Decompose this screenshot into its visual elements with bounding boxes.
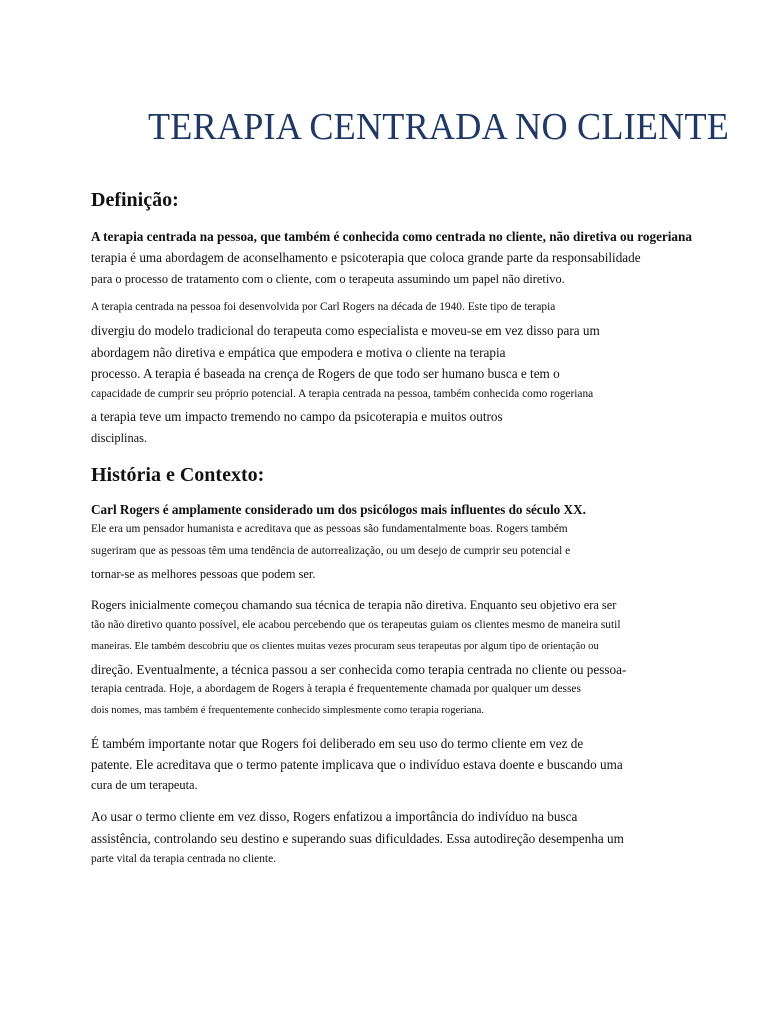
- paragraph-line: patente. Ele acreditava que o termo patente implicava que o indivíduo estava doente e buscando uma: [91, 757, 623, 772]
- paragraph-line: terapia centrada. Hoje, a abordagem de Rogers à terapia é frequentemente chamada por qualquer um desses: [91, 683, 581, 695]
- paragraph-line: direção. Eventualmente, a técnica passou a ser conhecida como terapia centrada no cliente ou pessoa-: [91, 662, 627, 677]
- paragraph-line: dois nomes, mas também é frequentemente conhecido simplesmente como terapia rogeriana.: [91, 705, 485, 716]
- paragraph-line: parte vital da terapia centrada no cliente.: [91, 853, 276, 865]
- paragraph-line: cura de um terapeuta.: [91, 778, 198, 792]
- paragraph-line: divergiu do modelo tradicional do terapeuta como especialista e moveu-se em vez disso para um: [91, 323, 600, 338]
- paragraph-line: processo. A terapia é baseada na crença de Rogers de que todo ser humano busca e tem o: [91, 366, 560, 381]
- paragraph-line: tão não diretivo quanto possível, ele acabou percebendo que os terapeutas guiam os clientes mesmo de maneira sutil: [91, 619, 621, 631]
- paragraph-line: A terapia centrada na pessoa foi desenvolvida por Carl Rogers na década de 1940. Este tipo de terapia: [91, 301, 556, 313]
- paragraph-line: a terapia teve um impacto tremendo no campo da psicoterapia e muitos outros: [91, 409, 503, 424]
- paragraph-line: Rogers inicialmente começou chamando sua técnica de terapia não diretiva. Enquanto seu objetivo era ser: [91, 598, 617, 612]
- paragraph-line: Ele era um pensador humanista e acreditava que as pessoas são fundamentalmente boas. Rogers também: [91, 523, 568, 535]
- paragraph-line: Ao usar o termo cliente em vez disso, Rogers enfatizou a importância do indivíduo na busca: [91, 809, 578, 824]
- paragraph-line: capacidade de cumprir seu próprio potencial. A terapia centrada na pessoa, também conhecida como rogeriana: [91, 388, 594, 400]
- paragraph-line: A terapia centrada na pessoa, que também é conhecida como centrada no cliente, não diretiva ou rogeriana: [91, 229, 692, 244]
- paragraph-line: maneiras. Ele também descobriu que os clientes muitas vezes procuram seus terapeutas por algum tipo de orientação ou: [91, 641, 599, 652]
- paragraph-line: tornar-se as melhores pessoas que podem ser.: [91, 567, 316, 581]
- page-title: TERAPIA CENTRADA NO CLIENTE: [148, 106, 730, 148]
- paragraph-line: terapia é uma abordagem de aconselhamento e psicoterapia que coloca grande parte da responsabilidade: [91, 250, 641, 265]
- paragraph-line: sugeriram que as pessoas têm uma tendência de autorrealização, ou um desejo de cumprir seu potencial e: [91, 545, 571, 557]
- section-heading-historia: História e Contexto:: [91, 464, 265, 486]
- paragraph-line: abordagem não diretiva e empática que empodera e motiva o cliente na terapia: [91, 345, 506, 360]
- paragraph-line: É também importante notar que Rogers foi deliberado em seu uso do termo cliente em vez de: [91, 736, 584, 751]
- section-heading-definicao: Definição:: [91, 189, 179, 211]
- paragraph-line: para o processo de tratamento com o cliente, com o terapeuta assumindo um papel não diretivo.: [91, 272, 565, 286]
- paragraph-line: assistência, controlando seu destino e superando suas dificuldades. Essa autodireção desempenha um: [91, 831, 624, 846]
- paragraph-line: Carl Rogers é amplamente considerado um dos psicólogos mais influentes do século XX.: [91, 502, 586, 517]
- paragraph-line: disciplinas.: [91, 431, 148, 445]
